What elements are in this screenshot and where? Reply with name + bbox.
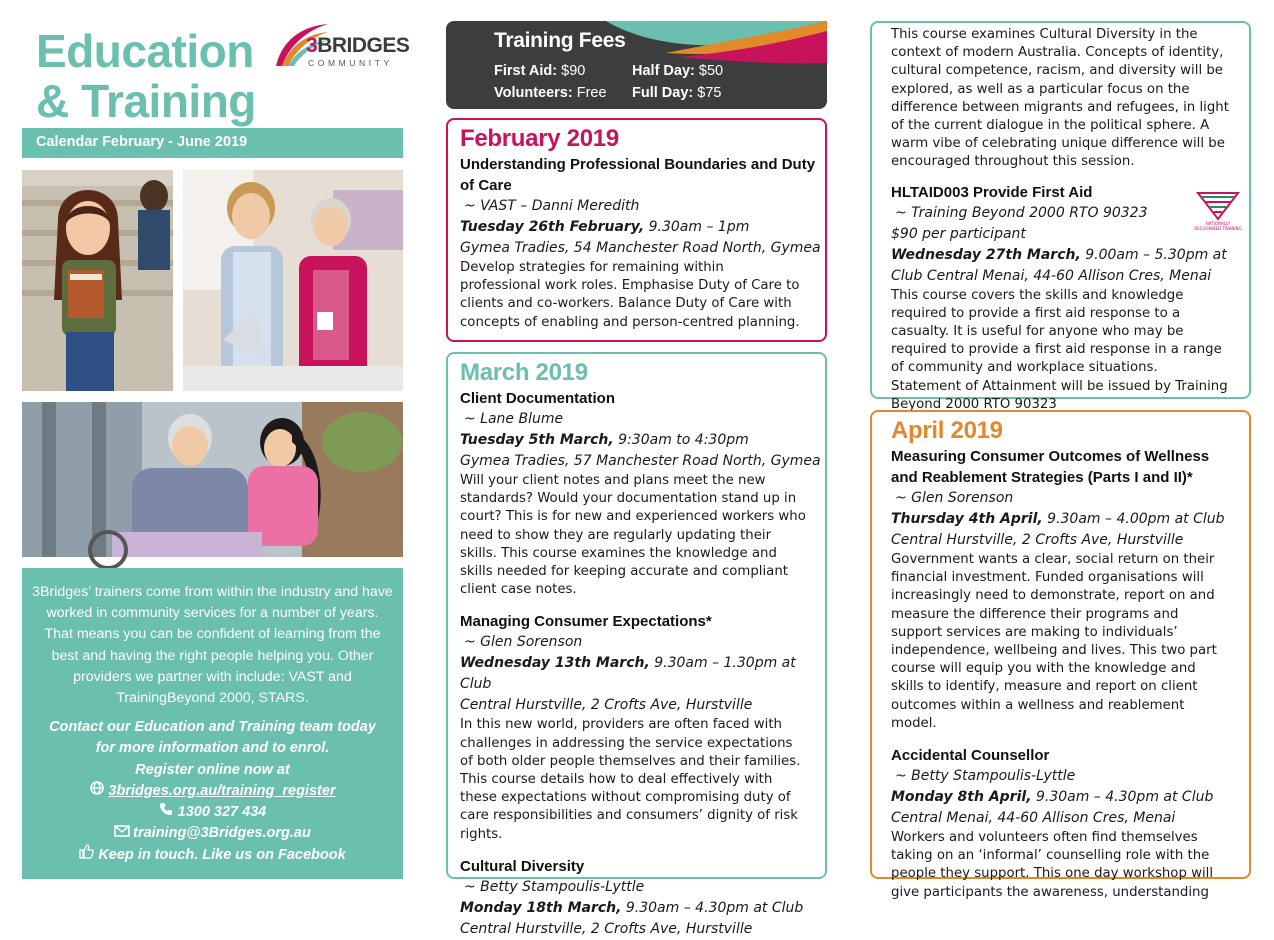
course-title: Cultural Diversity xyxy=(460,857,585,875)
course-date: Monday 18th March, xyxy=(460,899,622,916)
nationally-recognised-training-logo xyxy=(1192,191,1244,231)
course-presenter: ~ Lane Blume xyxy=(464,411,564,427)
register-text: Register online now at xyxy=(135,761,290,778)
course-date: Tuesday 5th March, xyxy=(460,432,614,448)
register-line xyxy=(32,781,393,802)
course-presenter: ~ Glen Sorenson xyxy=(895,490,1014,506)
course-date: Wednesday 13th March, xyxy=(460,655,650,672)
course-venue: Gymea Tradies, 54 Manchester Road North, Gymea xyxy=(460,240,821,256)
course-title: HLTAID003 Provide First Aid xyxy=(891,183,1093,201)
phone-number[interactable]: 1300 327 434 xyxy=(177,804,267,821)
course-date-time xyxy=(460,430,825,451)
facebook-text[interactable]: Keep in touch. Like us on Facebook xyxy=(98,847,346,864)
calendar-banner: Calendar February - June 2019 xyxy=(22,128,403,158)
fee-volunteers-label: Volunteers: xyxy=(494,85,573,101)
carer-illustration xyxy=(183,170,403,391)
course-date-time xyxy=(460,653,825,695)
course-time: 9.30am – 4.30pm at Club xyxy=(621,899,804,916)
course-date: Thursday 4th April, xyxy=(891,511,1043,527)
fee-volunteers xyxy=(494,85,607,101)
email-line xyxy=(32,823,393,844)
intro-text: 3Bridges’ trainers come from within the industry and have worked in community services for a number of years. That means you can be confident of learning from the best and having the right people helping you. Other providers we partner with include: VAST and TrainingBeyond 2000, STARS. xyxy=(32,584,393,707)
course-venue: Central Hurstville, 2 Crofts Ave, Hurstville xyxy=(460,697,753,714)
course-time: 9.30am – 4.30pm at Club xyxy=(1031,789,1214,806)
course-venue: Central Hurstville, 2 Crofts Ave, Hurstville xyxy=(460,920,753,937)
course-time: 9.30am – 1pm xyxy=(644,219,750,235)
course-description: Workers and volunteers often find themselves taking on an ‘informal’ counselling role with the people they support. This one day workshop will give participants the awareness, understanding xyxy=(891,830,1214,900)
fee-full-day xyxy=(632,85,721,101)
logo-subtitle: COMMUNITY xyxy=(308,58,393,68)
fee-first-aid-value: $90 xyxy=(561,63,586,79)
fee-first-aid-label: First Aid: xyxy=(494,63,558,79)
course-price: $90 per participant xyxy=(891,225,1026,242)
cultural-diversity-continued-panel xyxy=(870,21,1251,412)
wheelchair-illustration xyxy=(22,402,403,557)
course-date: Tuesday 26th February, xyxy=(460,219,645,235)
logo-word xyxy=(306,34,409,58)
course-time: 9.30am – 1.30pm at Club xyxy=(460,655,796,693)
contact-line-2: for more information and to enrol. xyxy=(95,740,330,757)
globe-icon xyxy=(89,781,104,802)
course-title: Accidental Counsellor xyxy=(891,747,1050,765)
course-title: Understanding Professional Boundaries and Duty of Care xyxy=(460,156,816,194)
course-time: 9:30am to 4:30pm xyxy=(613,432,749,448)
course-presenter: ~ Betty Stampoulis-Lyttle xyxy=(464,878,645,895)
thumbs-up-icon xyxy=(79,844,94,866)
april-panel xyxy=(870,410,1251,900)
month-heading: April 2019 xyxy=(891,417,1003,444)
month-heading: February 2019 xyxy=(460,125,619,152)
fee-full-day-value: $75 xyxy=(697,85,722,101)
nrt-text: NATIONALLY RECOGNISED TRAINING xyxy=(1194,221,1242,231)
course-title: Managing Consumer Expectations* xyxy=(460,613,712,631)
course-title: Client Documentation xyxy=(460,390,616,407)
course-date-time xyxy=(891,787,1249,808)
course-presenter: ~ Training Beyond 2000 RTO 90323 xyxy=(895,204,1148,221)
fees-title: Training Fees xyxy=(494,29,626,52)
contact-block xyxy=(32,717,393,866)
phone-line xyxy=(32,802,393,823)
student-illustration xyxy=(22,170,173,391)
fee-half-day xyxy=(632,63,723,79)
email-address[interactable]: training@3Bridges.org.au xyxy=(133,825,311,842)
course-time: 9.30am – 4.00pm at Club xyxy=(1042,511,1225,527)
info-panel xyxy=(22,568,403,879)
student-photo xyxy=(22,170,173,391)
course-venue: Central Hurstville, 2 Crofts Ave, Hurstville xyxy=(891,532,1184,548)
logo-name: BRIDGES xyxy=(317,34,410,57)
register-link[interactable]: 3bridges.org.au/training_register xyxy=(108,782,336,799)
nrt-triangle-icon xyxy=(1192,191,1244,221)
course-presenter: ~ Glen Sorenson xyxy=(464,634,583,651)
course-description: This course examines Cultural Diversity in the context of modern Australia. Concepts of identity, cultural competence, racism, and diversity will be explored, as well as a particular focus on the difference between migrants and refugees, in light of the current dialogue in the political sphere. A warm vibe of celebrating unique difference will be encouraged throughout this session. xyxy=(891,27,1229,170)
month-heading: March 2019 xyxy=(460,359,588,386)
course-description: This course covers the skills and knowledge required to provide a first aid response to a casualty. It is useful for anyone who may be required to provide a first aid response in a range of community and workplace situations. Statement of Attainment will be issued by Training Beyond 2000 RTO 90323 xyxy=(891,287,1228,412)
carer-photo xyxy=(183,170,403,391)
course-description: Government wants a clear, social return on their financial investment. Funded organisations will increasingly need to demonstrate, report on and measure the difference their programs and support services are making to individuals’ independence, wellbeing and lives. This two part course will equip you with the knowledge and skills to identify, measure and report on client outcomes within a wellness and reablement model. xyxy=(891,552,1217,731)
contact-line-1: Contact our Education and Training team today xyxy=(49,719,376,736)
course-presenter: ~ Betty Stampoulis-Lyttle xyxy=(895,768,1076,785)
course-date-time xyxy=(460,217,825,238)
march-panel xyxy=(446,352,827,937)
title-line-2: & Training xyxy=(36,75,256,127)
fee-volunteers-value: Free xyxy=(576,85,607,101)
envelope-icon xyxy=(114,823,129,844)
course-date-time xyxy=(460,898,825,919)
fee-half-day-label: Half Day: xyxy=(632,63,695,79)
course-date-time xyxy=(891,509,1249,530)
3bridges-logo xyxy=(272,20,410,76)
course-date: Monday 8th April, xyxy=(891,789,1032,806)
course-presenter: ~ VAST – Danni Meredith xyxy=(464,198,640,214)
logo-prefix: 3 xyxy=(306,34,318,57)
course-venue: Central Menai, 44-60 Allison Cres, Menai xyxy=(891,810,1176,827)
course-description: Will your client notes and plans meet the new standards? Would your documentation stand up in court? This is for new and experienced workers who need to show they are regularly updating their skills. This course examines the knowledge and skills needed for keeping accurate and compliant client case notes. xyxy=(460,473,806,598)
page-title xyxy=(36,26,266,126)
course-description: Develop strategies for remaining within professional work roles. Emphasise Duty of Care to clients and co-workers. Balance Duty of Care with concepts of enabling and person-centred planning. xyxy=(460,260,800,330)
wheelchair-photo xyxy=(22,402,403,557)
course-venue: Club Central Menai, 44-60 Allison Cres, Menai xyxy=(891,267,1212,284)
course-time: 9.00am – 5.30pm at xyxy=(1080,246,1227,263)
fee-full-day-label: Full Day: xyxy=(632,85,694,101)
course-date-time xyxy=(891,245,1249,266)
february-panel xyxy=(446,118,827,342)
facebook-line xyxy=(32,844,393,866)
course-venue: Gymea Tradies, 57 Manchester Road North, Gymea xyxy=(460,453,821,469)
course-description: In this new world, providers are often faced with challenges in addressing the service expectations of both older people themselves and their families. This course details how to deal effectively with these expectations without compromising duty of care responsibilities and consumers’ dignity of risk rights. xyxy=(460,717,801,842)
course-date: Wednesday 27th March, xyxy=(891,246,1081,263)
fee-half-day-value: $50 xyxy=(698,63,724,79)
fee-first-aid xyxy=(494,63,585,79)
course-title: Measuring Consumer Outcomes of Wellness and Reablement Strategies (Parts I and II)* xyxy=(891,448,1210,486)
title-line-1: Education xyxy=(36,25,254,77)
training-fees-panel xyxy=(446,21,827,109)
phone-icon xyxy=(159,802,174,823)
